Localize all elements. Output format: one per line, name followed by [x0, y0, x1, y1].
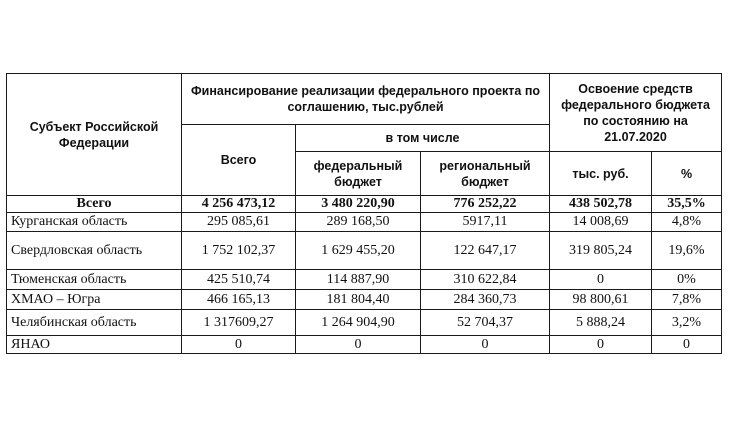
header-federal: федеральный бюджет	[296, 152, 421, 196]
cell-mastered: 438 502,78	[550, 196, 652, 213]
cell-total: 0	[182, 336, 296, 354]
header-thousand-rub: тыс. руб.	[550, 152, 652, 196]
header-including: в том числе	[296, 125, 550, 152]
cell-percent: 3,2%	[652, 310, 722, 336]
table-row	[7, 213, 722, 232]
cell-percent: 0	[652, 336, 722, 354]
cell-regional: 0	[421, 336, 550, 354]
header-total: Всего	[182, 125, 296, 196]
cell-mastered: 14 008,69	[550, 213, 652, 232]
cell-regional: 310 622,84	[421, 270, 550, 290]
cell-regional: 122 647,17	[421, 232, 550, 270]
table-row	[7, 232, 722, 270]
header-subject: Субъект Российской Федерации	[7, 74, 182, 196]
row-name: Челябинская область	[7, 310, 182, 336]
cell-federal: 181 804,40	[296, 290, 421, 310]
cell-federal: 1 264 904,90	[296, 310, 421, 336]
cell-mastered: 319 805,24	[550, 232, 652, 270]
header-mastering: Освоение средств федерального бюджета по состоянию на 21.07.2020	[550, 74, 722, 152]
cell-mastered: 0	[550, 270, 652, 290]
cell-total: 1 317609,27	[182, 310, 296, 336]
row-name: ЯНАО	[7, 336, 182, 354]
cell-total: 425 510,74	[182, 270, 296, 290]
table-row	[7, 336, 722, 354]
row-name: Свердловская область	[7, 232, 182, 270]
cell-mastered: 5 888,24	[550, 310, 652, 336]
cell-percent: 0%	[652, 270, 722, 290]
cell-total: 466 165,13	[182, 290, 296, 310]
budget-table	[6, 73, 722, 354]
header-regional: региональный бюджет	[421, 152, 550, 196]
table-row	[7, 270, 722, 290]
row-name: Всего	[7, 196, 182, 213]
cell-percent: 7,8%	[652, 290, 722, 310]
cell-mastered: 0	[550, 336, 652, 354]
cell-federal: 289 168,50	[296, 213, 421, 232]
cell-mastered: 98 800,61	[550, 290, 652, 310]
header-financing: Финансирование реализации федерального проекта по соглашению, тыс.рублей	[182, 74, 550, 125]
cell-regional: 776 252,22	[421, 196, 550, 213]
row-name: Курганская область	[7, 213, 182, 232]
cell-percent: 35,5%	[652, 196, 722, 213]
table-row-total	[7, 196, 722, 213]
table-row	[7, 310, 722, 336]
cell-federal: 0	[296, 336, 421, 354]
table-row	[7, 290, 722, 310]
cell-regional: 284 360,73	[421, 290, 550, 310]
header-percent: %	[652, 152, 722, 196]
cell-federal: 114 887,90	[296, 270, 421, 290]
cell-total: 4 256 473,12	[182, 196, 296, 213]
cell-federal: 3 480 220,90	[296, 196, 421, 213]
cell-total: 1 752 102,37	[182, 232, 296, 270]
cell-federal: 1 629 455,20	[296, 232, 421, 270]
cell-total: 295 085,61	[182, 213, 296, 232]
row-name: ХМАО – Югра	[7, 290, 182, 310]
cell-percent: 4,8%	[652, 213, 722, 232]
cell-percent: 19,6%	[652, 232, 722, 270]
row-name: Тюменская область	[7, 270, 182, 290]
cell-regional: 52 704,37	[421, 310, 550, 336]
cell-regional: 5917,11	[421, 213, 550, 232]
